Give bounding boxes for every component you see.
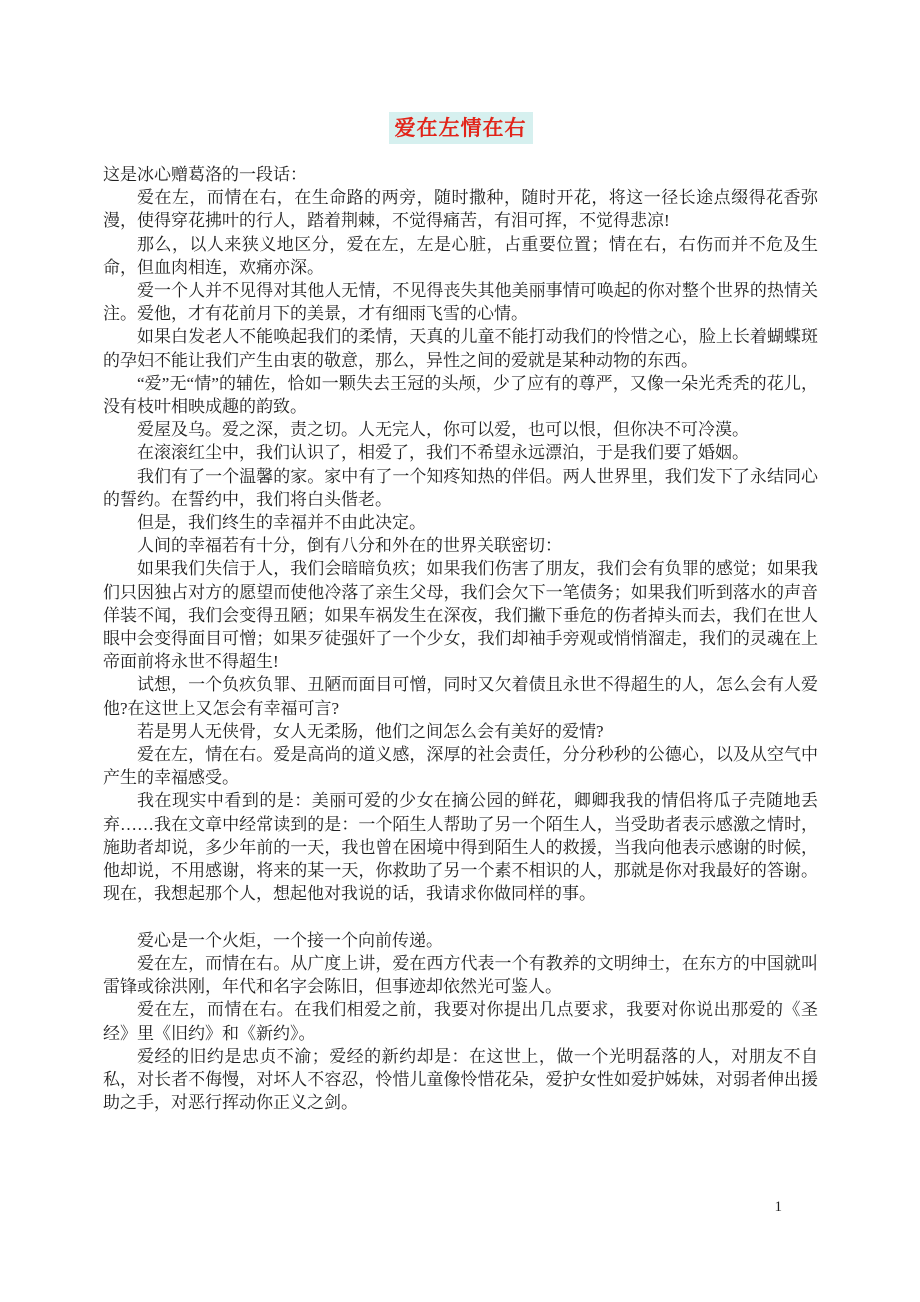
blank-line [103,906,818,929]
paragraph: 爱在左，而情在右。在我们相爱之前，我要对你提出几点要求，我要对你说出那爱的《圣经》里《旧约》和《新约》。 [103,1000,818,1043]
paragraph: 爱在左，而情在右。从广度上讲，爱在西方代表一个有教养的文明绅士，在东方的中国就叫雷锋或徐洪刚，年代和名字会陈旧，但事迹却依然光可鉴人。 [103,953,818,997]
paragraph: 爱心是一个火炬，一个接一个向前传递。 [137,930,443,950]
paragraph: 试想，一个负疚负罪、丑陋而面目可憎，同时又欠着债且永世不得超生的人，怎么会有人爱他?在这世上又怎会有幸福可言? [103,675,818,718]
paragraph: 若是男人无侠骨，女人无柔肠，他们之间怎么会有美好的爱情? [137,721,604,741]
paragraph: 爱在左，情在右。爱是高尚的道义感，深厚的社会责任，分分秒秒的公德心，以及从空气中产生的幸福感受。 [103,745,818,788]
page-title: 爱在左情在右 [389,112,533,144]
paragraph: 如果白发老人不能唤起我们的柔情，天真的儿童不能打动我们的怜惜之心，脸上长着蝴蝶斑的孕妇不能让我们产生由衷的敬意，那么，异性之间的爱就是某种动物的东西。 [103,327,818,370]
paragraph: 那么，以人来狭义地区分，爱在左，左是心脏，占重要位置；情在右，右伤而并不危及生命，但血肉相连，欢痛亦深。 [103,234,818,277]
page-footer [775,1199,783,1216]
paragraph: 爱一个人并不见得对其他人无情，不见得丧失其他美丽事情可唤起的你对整个世界的热情关注。爱他，才有花前月下的美景，才有细雨飞雪的心情。 [103,281,818,324]
paragraph: 人间的幸福若有十分，倒有八分和外在的世界关联密切： [137,536,562,556]
paragraph: 这是冰心赠葛洛的一段话： [103,165,307,184]
page-content [103,112,818,1114]
paragraph: 爱经的旧约是忠贞不渝；爱经的新约却是：在这世上，做一个光明磊落的人，对朋友不自私，对长者不侮慢，对坏人不容忍，怜惜儿童像怜惜花朵，爱护女性如爱护姊妹，对弱者伸出援助之手，对恶行挥动你正义之剑。 [103,1046,818,1113]
paragraph: 在滚滚红尘中，我们认识了，相爱了，我们不希望永远漂泊，于是我们要了婚姻。 [137,443,749,463]
paragraph: 我在现实中看到的是：美丽可爱的少女在摘公园的鲜花，卿卿我我的情侣将瓜子壳随地丢弃……我在文章中经常读到的是：一个陌生人帮助了另一个陌生人，当受助者表示感激之情时，施助者却说，多少年前的一天，我也曾在困境中得到陌生人的救援，当我向他表示感谢的时候，他却说，不用感谢，将来的某一天，你救助了另一个素不相识的人，那就是你对我最好的答谢。现在，我想起那个人，想起他对我说的话，我请求你做同样的事。 [103,791,818,904]
paragraph: 但是，我们终生的幸福并不由此决定。 [137,513,426,533]
paragraph: 我们有了一个温馨的家。家中有了一个知疼知热的伴侣。两人世界里，我们发下了永结同心的誓约。在誓约中，我们将白头偕老。 [103,466,818,509]
paragraph: 爱屋及乌。爱之深，责之切。人无完人，你可以爱，也可以恨，但你决不可冷漠。 [137,420,749,440]
paragraph: “爱”无“情”的辅佐，恰如一颗失去王冠的头颅，少了应有的尊严，又像一朵光秃秃的花儿，没有枝叶相映成趣的韵致。 [103,373,818,417]
title-row [103,112,818,146]
page-number: 1 [774,1199,782,1215]
document-body [103,163,818,1114]
paragraph: 如果我们失信于人，我们会暗暗负疚；如果我们伤害了朋友，我们会有负罪的感觉；如果我们只因独占对方的愿望而使他冷落了亲生父母，我们会欠下一笔债务；如果我们听到落水的声音佯装不闻，我们会变得丑陋；如果车祸发生在深夜，我们撇下垂危的伤者掉头而去，我们在世人眼中会变得面目可憎；如果歹徒强奸了一个少女，我们却袖手旁观或悄悄溜走，我们的灵魂在上帝面前将永世不得超生! [103,559,818,672]
paragraph: 爱在左，而情在右，在生命路的两旁，随时撒种，随时开花，将这一径长途点缀得花香弥漫，使得穿花拂叶的行人，踏着荆棘，不觉得痛苦，有泪可挥，不觉得悲凉! [103,188,818,231]
